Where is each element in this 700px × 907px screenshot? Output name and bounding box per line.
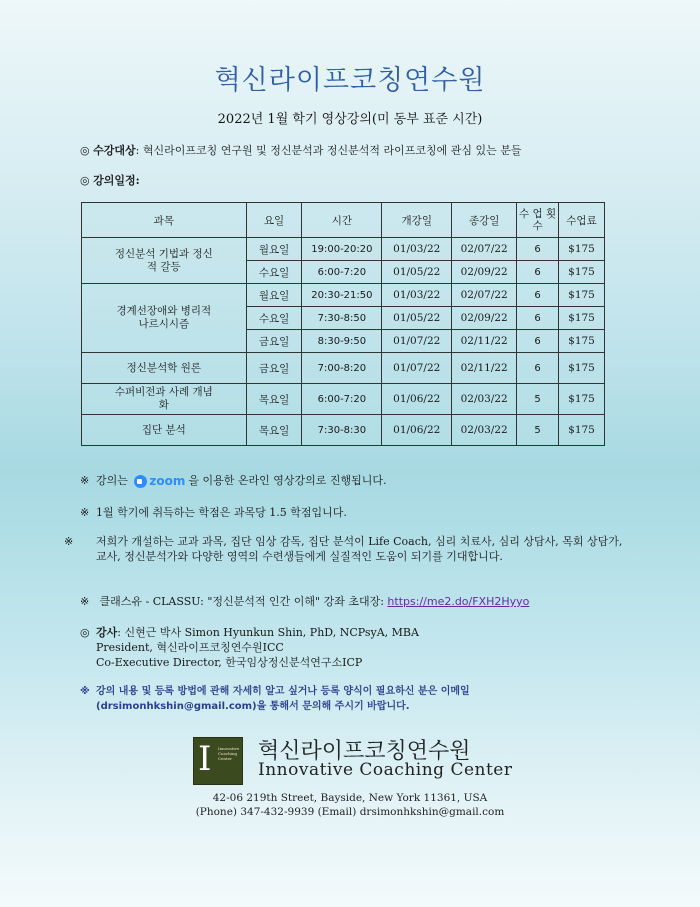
note-credits xyxy=(80,505,620,520)
note-mark: ※ xyxy=(80,506,90,519)
cell-count: 6 xyxy=(517,330,559,353)
note-mark: ※ xyxy=(64,535,74,548)
cell-time: 6:00-7:20 xyxy=(302,384,382,415)
cell-time: 7:30-8:50 xyxy=(302,307,382,330)
note-classu xyxy=(80,594,620,609)
cell-fee: $175 xyxy=(559,261,605,284)
instructor-line-2: President, 혁신라이프코칭연수원ICC xyxy=(96,641,284,654)
audience-label: 수강대상 xyxy=(93,144,136,157)
table-row xyxy=(82,284,605,307)
contact-line-1: ※ 강의 내용 및 등록 방법에 관해 자세히 알고 싶거나 등록 양식이 필요하신 분은 이메일 xyxy=(80,686,470,697)
logo-letter: I xyxy=(198,739,212,779)
schedule-table xyxy=(81,202,605,446)
icc-logo xyxy=(193,737,243,785)
cell-start: 01/05/22 xyxy=(382,261,452,284)
column-header: 수 업 횟수 xyxy=(517,203,559,238)
cell-end: 02/03/22 xyxy=(452,415,517,446)
cell-day: 수요일 xyxy=(246,261,302,284)
cell-start: 01/06/22 xyxy=(382,384,452,415)
schedule-colon: : xyxy=(135,174,140,187)
note-zoom-before: 강의는 xyxy=(96,474,128,487)
cell-count: 5 xyxy=(517,384,559,415)
zoom-word: zoom xyxy=(149,473,186,488)
column-header: 시간 xyxy=(302,203,382,238)
cell-fee: $175 xyxy=(559,307,605,330)
course-name: 경계선장애와 병리적 나르시시즘 xyxy=(82,284,247,353)
cell-day: 월요일 xyxy=(246,284,302,307)
cell-end: 02/07/22 xyxy=(452,284,517,307)
note-credits-text: 1월 학기에 취득하는 학점은 과목당 1.5 학점입니다. xyxy=(96,506,347,519)
cell-count: 5 xyxy=(517,415,559,446)
cell-day: 월요일 xyxy=(246,238,302,261)
table-row xyxy=(82,384,605,415)
cell-end: 02/11/22 xyxy=(452,353,517,384)
note-zoom-after: 을 이용한 온라인 영상강의로 진행됩니다. xyxy=(188,474,387,487)
cell-start: 01/05/22 xyxy=(382,307,452,330)
cell-end: 02/03/22 xyxy=(452,384,517,415)
logo-small-text: Innovative Coaching Center xyxy=(218,746,240,761)
cell-count: 6 xyxy=(517,284,559,307)
instructor-line-1 xyxy=(80,625,620,640)
column-header: 수업료 xyxy=(559,203,605,238)
footer-org-english: Innovative Coaching Center xyxy=(258,760,513,780)
audience-line xyxy=(80,142,521,158)
note-mark: ※ xyxy=(80,595,90,608)
table-row xyxy=(82,353,605,384)
cell-end: 02/11/22 xyxy=(452,330,517,353)
course-name: 정신분석학 원론 xyxy=(82,353,247,384)
cell-fee: $175 xyxy=(559,238,605,261)
cell-end: 02/09/22 xyxy=(452,307,517,330)
cell-count: 6 xyxy=(517,353,559,384)
zoom-camera-icon xyxy=(134,475,147,488)
course-name: 수퍼비전과 사례 개념화 xyxy=(82,384,247,415)
cell-count: 6 xyxy=(517,261,559,284)
zoom-logo xyxy=(134,474,185,489)
schedule-mark: ◎ xyxy=(80,174,90,187)
schedule-label: 강의일정 xyxy=(93,174,136,187)
cell-fee: $175 xyxy=(559,384,605,415)
cell-time: 7:00-8:20 xyxy=(302,353,382,384)
column-header: 종강일 xyxy=(452,203,517,238)
contact-mark: ※ xyxy=(80,686,90,697)
cell-count: 6 xyxy=(517,238,559,261)
cell-start: 01/07/22 xyxy=(382,353,452,384)
contact-line-2: (drsimonhkshin@gmail.com)을 통해서 문의해 주시기 바랍니다. xyxy=(96,701,410,712)
cell-time: 7:30-8:30 xyxy=(302,415,382,446)
instructor-line-3: Co-Executive Director, 한국임상정신분석연구소ICP xyxy=(96,656,363,669)
cell-fee: $175 xyxy=(559,284,605,307)
classu-link[interactable]: https://me2.do/FXH2Hyyo xyxy=(387,595,530,608)
page-subtitle: 2022년 1월 학기 영상강의(미 동부 표준 시간) xyxy=(217,112,483,127)
schedule-heading xyxy=(80,172,140,188)
instructor-mark: ◎ xyxy=(80,626,90,639)
footer-address: 42-06 219th Street, Bayside, New York 11361, USA xyxy=(212,792,488,804)
note-classu-text: 클래스유 - CLASSU: "정신분석적 인간 이해" 강좌 초대장: xyxy=(99,595,384,608)
note-expect xyxy=(64,534,636,564)
instructor-label: 강사 xyxy=(96,626,118,639)
audience-mark: ◎ xyxy=(80,144,90,157)
cell-day: 목요일 xyxy=(246,384,302,415)
table-row xyxy=(82,415,605,446)
contact-note xyxy=(80,684,640,714)
cell-time: 19:00-20:20 xyxy=(302,238,382,261)
table-header-row xyxy=(82,203,605,238)
instructor-block xyxy=(80,625,620,670)
course-name: 집단 분석 xyxy=(82,415,247,446)
instructor-name: : 신현근 박사 Simon Hyunkun Shin, PhD, NCPsyA, MBA xyxy=(117,626,419,639)
cell-day: 금요일 xyxy=(246,353,302,384)
column-header: 과목 xyxy=(82,203,247,238)
cell-fee: $175 xyxy=(559,415,605,446)
cell-time: 8:30-9:50 xyxy=(302,330,382,353)
audience-text: : 혁신라이프코칭 연구원 및 정신분석과 정신분석적 라이프코칭에 관심 있는 분들 xyxy=(135,144,522,157)
cell-end: 02/09/22 xyxy=(452,261,517,284)
page-title: 혁신라이프코칭연수원 xyxy=(214,65,486,96)
column-header: 개강일 xyxy=(382,203,452,238)
cell-time: 6:00-7:20 xyxy=(302,261,382,284)
cell-start: 01/03/22 xyxy=(382,284,452,307)
footer-org-korean: 혁신라이프코칭연수원 xyxy=(258,739,471,764)
cell-start: 01/03/22 xyxy=(382,238,452,261)
note-zoom xyxy=(80,473,620,489)
cell-fee: $175 xyxy=(559,353,605,384)
note-expect-text: 저희가 개설하는 교과 과목, 집단 임상 감독, 집단 분석이 Life Coach, 심리 치료사, 심리 상담사, 목회 상담가, 교사, 정신분석가와 다양한 영역의 수련생들에게 실질적인 도움이 되기를 기대합니다. xyxy=(96,535,623,563)
cell-start: 01/06/22 xyxy=(382,415,452,446)
cell-count: 6 xyxy=(517,307,559,330)
cell-day: 금요일 xyxy=(246,330,302,353)
column-header: 요일 xyxy=(246,203,302,238)
course-name: 정신분석 기법과 정신적 갈등 xyxy=(82,238,247,284)
footer-contact: (Phone) 347-432-9939 (Email) drsimonhkshin@gmail.com xyxy=(195,806,505,818)
table-body xyxy=(82,238,605,446)
cell-fee: $175 xyxy=(559,330,605,353)
table-row xyxy=(82,238,605,261)
cell-day: 수요일 xyxy=(246,307,302,330)
note-mark: ※ xyxy=(80,474,90,487)
cell-end: 02/07/22 xyxy=(452,238,517,261)
cell-day: 목요일 xyxy=(246,415,302,446)
cell-time: 20:30-21:50 xyxy=(302,284,382,307)
cell-start: 01/07/22 xyxy=(382,330,452,353)
